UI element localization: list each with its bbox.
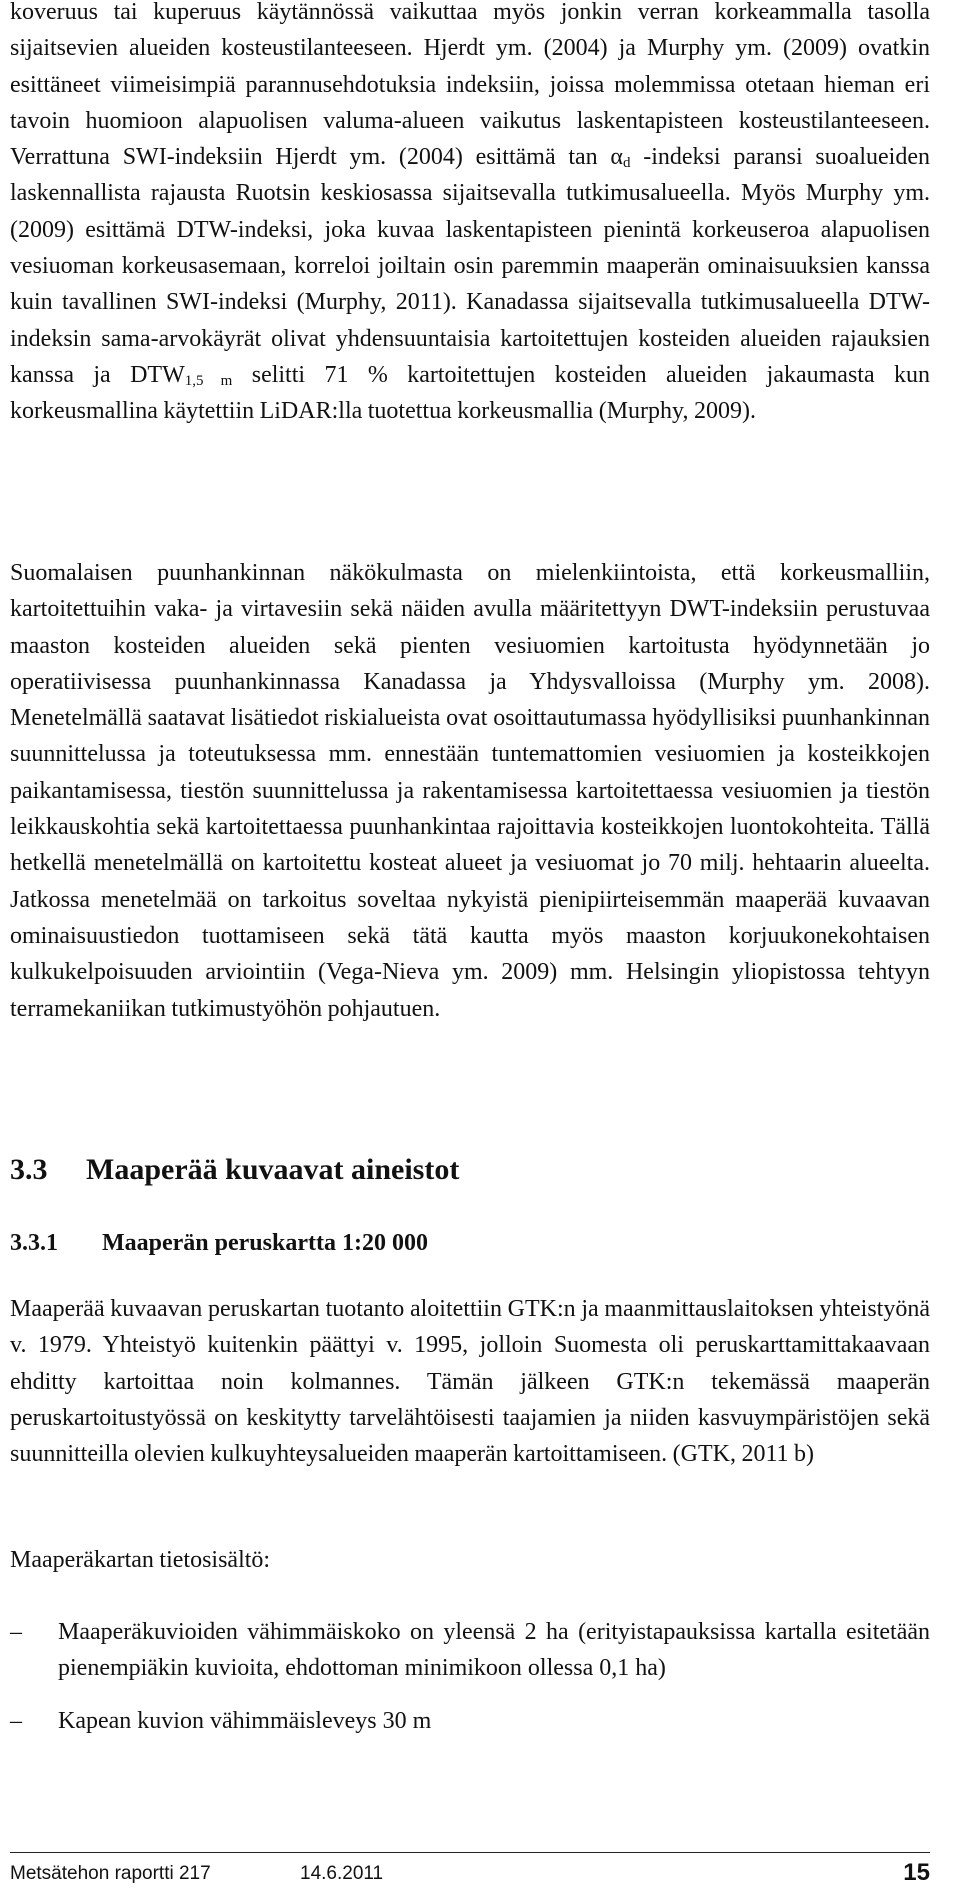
- paragraph-wetness-index: [10, 0, 930, 430]
- p1-text-2: -indeksi paransi suoalueiden laskennallista rajausta Ruotsin keskiosassa sijaitsevalla tutkimusalueella. Myös Murphy ym. (2009) esittämä DTW-indeksi, joka kuvaa laskentapisteen pienintä korkeuseroa alapuolisen vesiuoman korkeusasemaan, korreloi joiltain osin paremmin maaperän ominaisuuksien kanssa kuin tavallinen SWI-indeksi (Murphy, 2011). Kanadassa sijaitsevalla tutkimusalueella DTW-indeksin sama-arvokäyrät olivat yhdensuuntaisia kartoitettujen kosteiden alueiden rajauksien kanssa ja DTW: [10, 144, 930, 388]
- paragraph-soil-map-history: Maaperää kuvaavan peruskartan tuotanto aloitettiin GTK:n ja maanmittauslaitoksen yhteistyönä v. 1979. Yhteistyö kuitenkin päättyi v. 1995, jolloin Suomesta oli peruskarttamittakaavaan ehditty kartoittaa noin kolmannes. Tämän jälkeen GTK:n tekemässä maaperän peruskartoitustyössä on keskitytty tarvelähtöisesti taajamien ja niiden kasvuympäristöjen sekä suunnitteilla olevien kulkuyhteysalueiden maaperän kartoittamiseen. (GTK, 2011 b): [10, 1296, 930, 1468]
- dtw-subscript: 1,5 m: [184, 372, 233, 389]
- subsection-title: Maaperän peruskartta 1:20 000: [102, 1230, 428, 1256]
- p1-text-3: selitti 71 % kartoitettujen kosteiden alueiden jakaumasta kun korkeusmallina käytettiin LiDAR:lla tuotettua korkeusmallia (Murphy, 2009).: [10, 361, 931, 425]
- section-number: 3.3: [10, 1153, 48, 1186]
- list-item: [10, 1703, 930, 1739]
- paragraph-finnish-perspective: Suomalaisen puunhankinnan näkökulmasta on mielenkiintoista, että korkeusmalliin, kartoitettuihin vaka- ja virtavesiin sekä näiden avulla määritettyyn DWT-indeksiin perustuvaa maaston kosteiden alueiden sekä pienten vesiuomien kartoitusta hyödynnetään jo operatiivisessa puunhankinnassa Kanadassa ja Yhdysvalloissa (Murphy ym. 2008). Menetelmällä saatavat lisätiedot riskialueista ovat osoittautumassa hyödyllisiksi puunhankinnan suunnittelussa ja toteutuksessa mm. ennestään tuntemattomien vesiuomien ja kosteikkojen paikantamisessa, tiestön suunnittelussa ja rakentamisessa kartoitettaessa vesiuomien ja tiestön leikkauskohtia sekä kartoitettaessa puunhankintaa rajoittavia kosteikkojen luontokohteita. Tällä hetkellä menetelmällä on kartoitettu kosteat alueet ja vesiuomat jo 70 milj. hehtaarin alueelta. Jatkossa menetelmää on tarkoitus soveltaa nykyistä pienipiirteisemmän maaperää kuvaavan ominaisuustiedon tuottamiseen sekä tätä kautta myös maaston korjuukonekohtaisen kulkukelpoisuuden arviointiin (Vega-Nieva ym. 2009) mm. Helsingin yliopistossa tehtyyn terramekaniikan tutkimustyöhön pohjautuen.: [10, 560, 930, 1022]
- list-item-text: Kapean kuvion vähimmäisleveys 30 m: [58, 1707, 432, 1734]
- list-item-text: Maaperäkuvioiden vähimmäiskoko on yleensä 2 ha (erityistapauksissa kartalla esitetään pienempiäkin kuvioita, ehdottoman minimikoon ollessa 0,1 ha): [58, 1619, 930, 1682]
- section-title: Maaperää kuvaavat aineistot: [86, 1153, 460, 1186]
- footer-report-title: Metsätehon raportti 217: [10, 1863, 211, 1884]
- p1-text-1: koveruus tai kuperuus käytännössä vaikuttaa myös jonkin verran korkeammalla tasolla sijaitsevien alueiden kosteustilanteeseen. Hjerdt ym. (2004) ja Murphy ym. (2009) ovatkin esittäneet viimeisimpiä parannusehdotuksia indeksiin, joissa molemmissa otetaan hieman eri tavoin huomioon alapuolisen valuma-alueen vaikutus laskentapisteen kosteustilanteeseen. Verrattuna SWI-indeksiin Hjerdt ym. (2004) esittämä tan α: [10, 0, 930, 171]
- subsection-heading: [10, 1226, 428, 1260]
- section-heading: [10, 1150, 459, 1190]
- alpha-subscript: d: [623, 155, 631, 172]
- list-item: [10, 1614, 930, 1687]
- dash-marker: –: [10, 1707, 22, 1734]
- subsection-number: 3.3.1: [10, 1230, 58, 1256]
- bullet-list: [10, 1614, 930, 1755]
- page-footer: [10, 1852, 930, 1888]
- dash-marker: –: [10, 1619, 22, 1645]
- page-number: 15: [903, 1859, 930, 1886]
- paragraph-map-content-intro: Maaperäkartan tietosisältö:: [10, 1547, 271, 1573]
- footer-date: 14.6.2011: [300, 1863, 384, 1884]
